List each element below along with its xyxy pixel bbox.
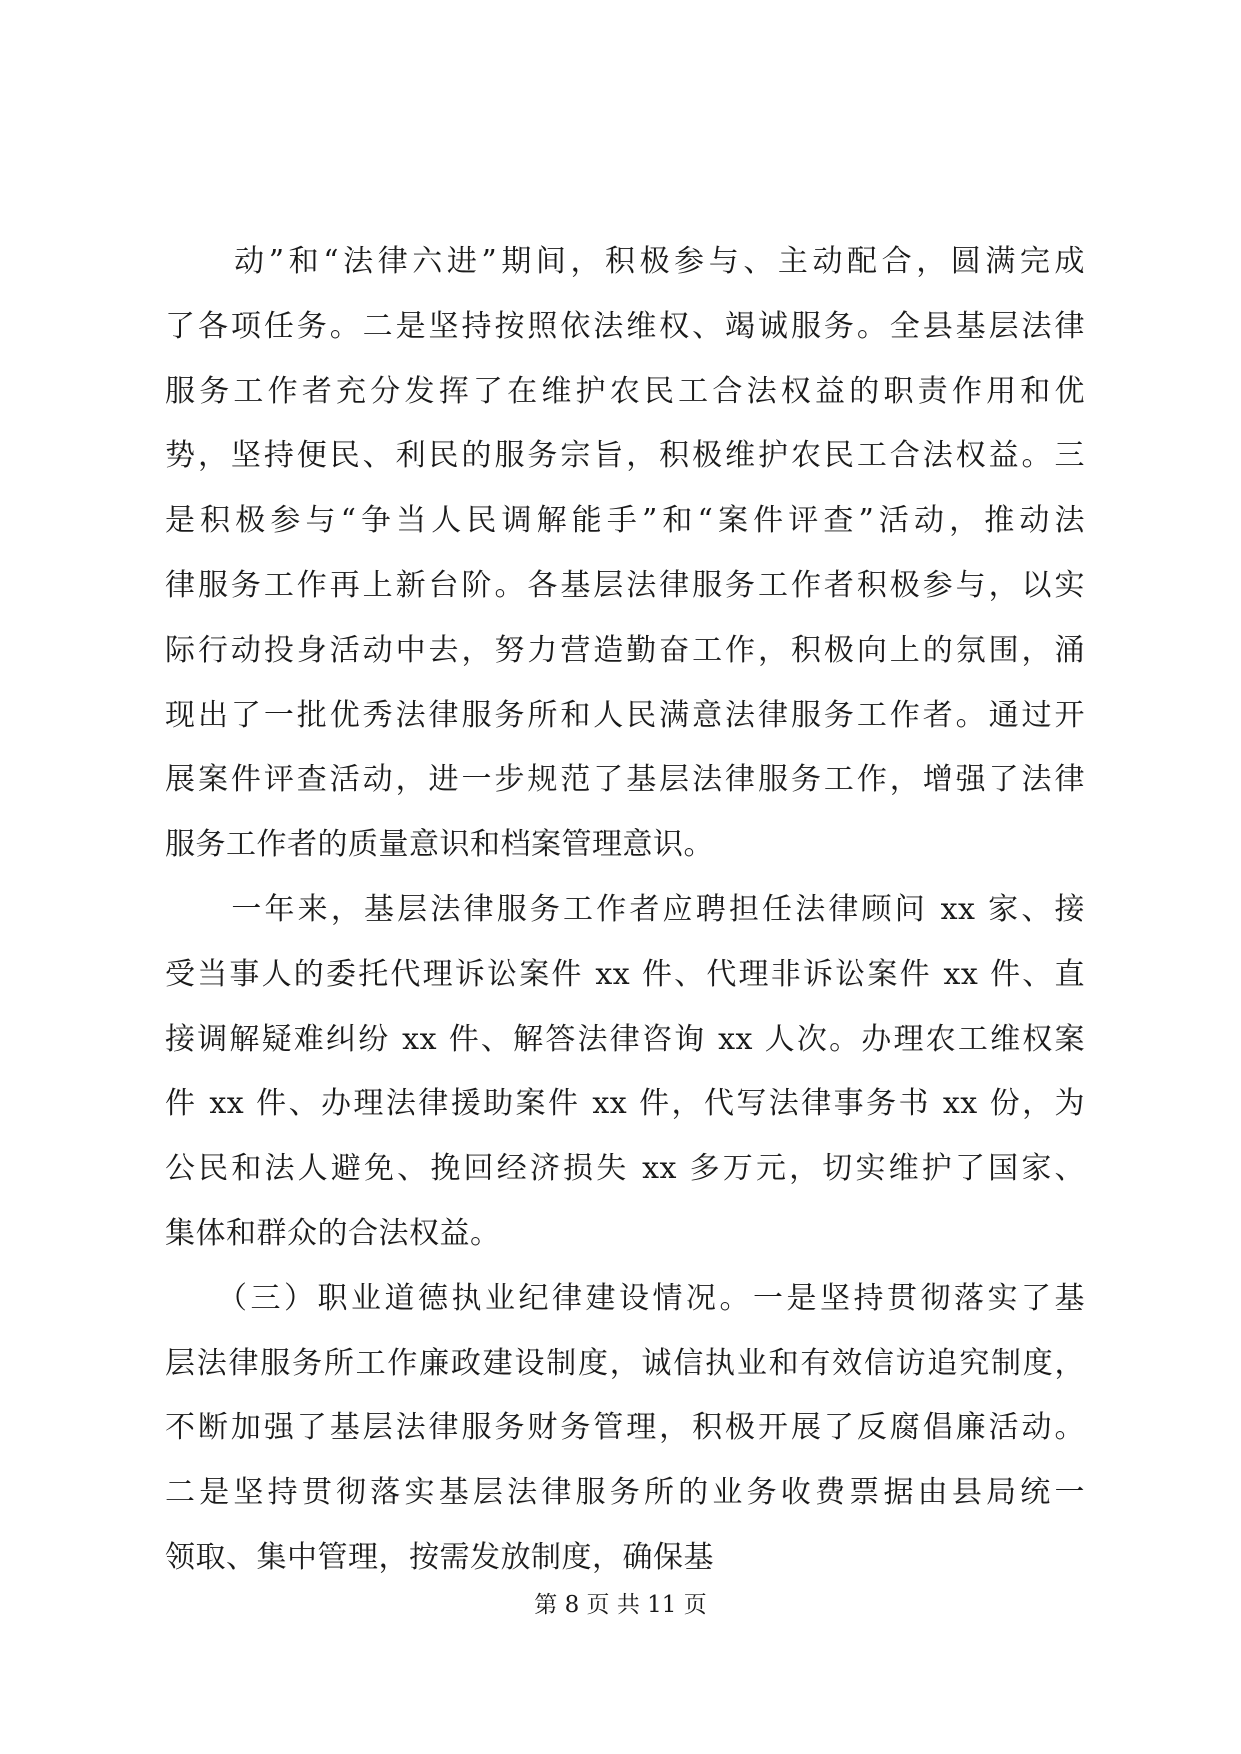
text-line: 际行动投身活动中去，努力营造勤奋工作，积极向上的氛围，涌 (165, 632, 1085, 668)
text-line: 服务工作者的质量意识和档案管理意识。 (165, 827, 714, 863)
text-line: 了各项任务。二是坚持按照依法维权、竭诚服务。全县基层法律 (165, 308, 1085, 344)
text-line: 展案件评查活动，进一步规范了基层法律服务工作，增强了法律 (165, 762, 1085, 798)
document-body (165, 230, 1085, 1591)
text-line: 动”和“法律六进”期间，积极参与、主动配合，圆满完成 (165, 244, 1085, 279)
text-line: 二是坚持贯彻落实基层法律服务所的业务收费票据由县局统一 (165, 1475, 1085, 1511)
text-line: 是积极参与“争当人民调解能手”和“案件评查”活动，推动法 (165, 503, 1085, 539)
text-line: 一年来，基层法律服务工作者应聘担任法律顾问 xx 家、接 (165, 891, 1085, 927)
text-line: 集体和群众的合法权益。 (165, 1215, 501, 1251)
text-line: 接调解疑难纠纷 xx 件、解答法律咨询 xx 人次。办理农工维权案 (165, 1021, 1085, 1057)
text-line: 件 xx 件、办理法律援助案件 xx 件，代写法律事务书 xx 份，为 (165, 1086, 1085, 1122)
text-line: 势，坚持便民、利民的服务宗旨，积极维护农民工合法权益。三 (165, 438, 1085, 474)
text-line: 服务工作者充分发挥了在维护农民工合法权益的职责作用和优 (165, 373, 1085, 409)
text-line: 公民和法人避免、挽回经济损失 xx 多万元，切实维护了国家、 (165, 1151, 1085, 1187)
text-line: 领取、集中管理，按需发放制度，确保基 (165, 1539, 714, 1575)
text-line: 不断加强了基层法律服务财务管理，积极开展了反腐倡廉活动。 (165, 1410, 1085, 1446)
text-line: 律服务工作再上新台阶。各基层法律服务工作者积极参与，以实 (165, 567, 1085, 603)
text-line: 现出了一批优秀法律服务所和人民满意法律服务工作者。通过开 (165, 697, 1085, 733)
page-number-footer: 第 8 页 共 11 页 (534, 1592, 707, 1618)
text-line: 受当事人的委托代理诉讼案件 xx 件、代理非诉讼案件 xx 件、直 (165, 956, 1085, 992)
text-line: （三）职业道德执业纪律建设情况。一是坚持贯彻落实了基 (165, 1280, 1085, 1316)
text-line: 层法律服务所工作廉政建设制度，诚信执业和有效信访追究制度， (165, 1345, 1085, 1381)
